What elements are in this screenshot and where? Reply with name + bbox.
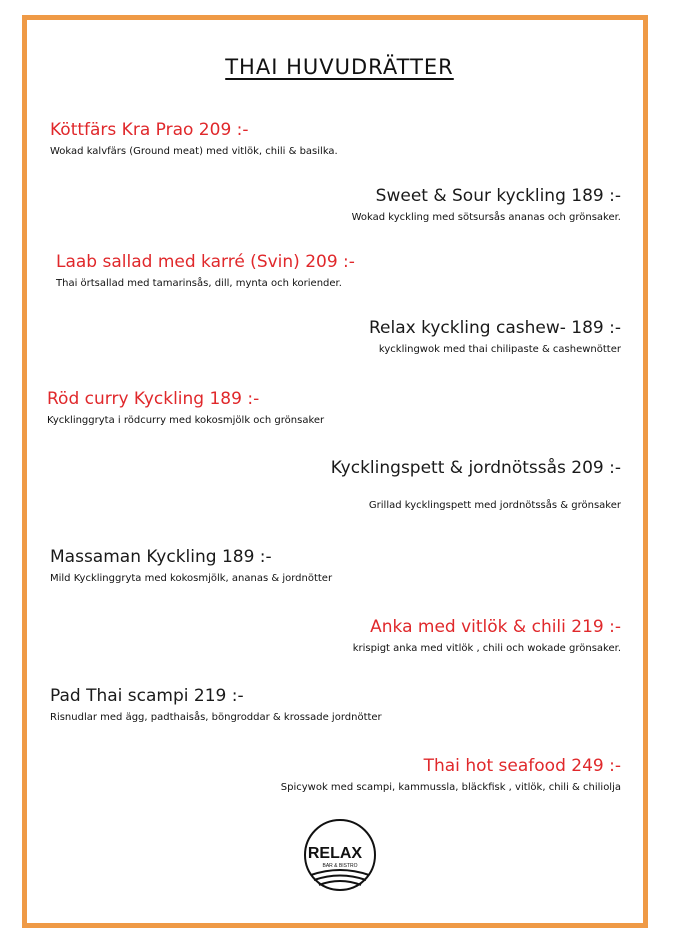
dish-description: Risnudlar med ägg, padthaisås, böngroddar & krossade jordnötter: [50, 712, 382, 723]
dish-name: Kycklingspett & jordnötssås 209 :-: [330, 458, 621, 478]
logo-name: RELAX: [307, 845, 363, 862]
dish-name: Thai hot seafood 249 :-: [423, 756, 621, 776]
dish-name: Anka med vitlök & chili 219 :-: [370, 617, 621, 637]
menu-item-sweet-sour: [352, 186, 621, 223]
menu-item-relax-cashew: [369, 318, 621, 355]
dish-name: Sweet & Sour kyckling 189 :-: [375, 186, 621, 206]
dish-name: Relax kyckling cashew- 189 :-: [368, 318, 621, 338]
dish-name: Röd curry Kyckling 189 :-: [47, 389, 260, 409]
menu-item-kycklingspett: [331, 458, 621, 511]
dish-description: Mild Kycklinggryta med kokosmjölk, ananas & jordnötter: [50, 573, 333, 584]
dish-name: Massaman Kyckling 189 :-: [50, 547, 272, 567]
menu-item-rod-curry: [47, 389, 324, 426]
menu-item-anka: [353, 617, 621, 654]
menu-item-laab: [56, 252, 355, 289]
dish-name: Laab sallad med karré (Svin) 209 :-: [56, 252, 355, 272]
menu-item-kottfars: [50, 120, 338, 157]
relax-logo: [303, 818, 377, 892]
dish-name: Köttfärs Kra Prao 209 :-: [50, 120, 249, 140]
logo-sub: BAR & BISTRO: [322, 863, 358, 869]
menu-item-thai-hot-seafood: [281, 756, 621, 793]
dish-description: Grillad kycklingspett med jordnötssås & grönsaker: [368, 500, 621, 511]
dish-description: Kycklinggryta i rödcurry med kokosmjölk och grönsaker: [47, 415, 325, 426]
dish-description: krispigt anka med vitlök , chili och wokade grönsaker.: [352, 643, 621, 654]
page-title: THAI HUVUDRÄTTER: [225, 55, 454, 79]
dish-description: kycklingwok med thai chilipaste & cashewnötter: [378, 344, 621, 355]
dish-description: Wokad kalvfärs (Ground meat) med vitlök, chili & basilka.: [50, 146, 338, 157]
dish-name: Pad Thai scampi 219 :-: [50, 686, 244, 706]
dish-description: Spicywok med scampi, kammussla, bläckfisk , vitlök, chili & chiliolja: [280, 782, 621, 793]
dish-description: Thai örtsallad med tamarinsås, dill, mynta och koriender.: [56, 278, 342, 289]
dish-description: Wokad kyckling med sötsursås ananas och grönsaker.: [351, 212, 621, 223]
menu-item-massaman: [50, 547, 332, 584]
menu-item-pad-thai: [50, 686, 382, 723]
